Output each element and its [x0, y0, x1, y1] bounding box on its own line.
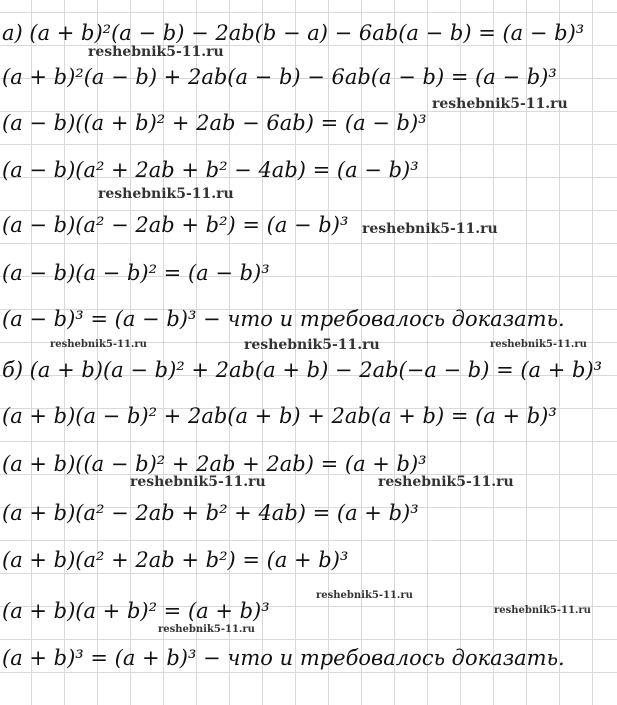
part-b-line-3: (a + b)((a − b)² + 2ab + 2ab) = (a + b)³: [2, 452, 427, 476]
part-b-line-7: (a + b)³ = (a + b)³ − что и требовалось доказать.: [2, 646, 565, 670]
watermark: reshebnik5-11.ru: [494, 605, 591, 616]
watermark: reshebnik5-11.ru: [130, 474, 266, 490]
watermark: reshebnik5-11.ru: [490, 339, 587, 350]
part-a-line-1: а) (a + b)²(a − b) − 2ab(b − a) − 6ab(a − b) = (a − b)³: [2, 21, 585, 45]
part-a-line-2: (a + b)²(a − b) + 2ab(a − b) − 6ab(a − b) = (a − b)³: [2, 65, 557, 89]
watermark: reshebnik5-11.ru: [316, 590, 413, 601]
part-a-line-6: (a − b)(a − b)² = (a − b)³: [2, 261, 270, 285]
part-b-line-1: б) (a + b)(a − b)² + 2ab(a + b) − 2ab(−a − b) = (a + b)³: [2, 358, 603, 382]
part-b-line-6: (a + b)(a + b)² = (a + b)³: [2, 599, 270, 623]
watermark: reshebnik5-11.ru: [378, 474, 514, 490]
part-b-line-4: (a + b)(a² − 2ab + b² + 4ab) = (a + b)³: [2, 501, 419, 525]
watermark: reshebnik5-11.ru: [362, 221, 498, 237]
part-a-line-7: (a − b)³ = (a − b)³ − что и требовалось доказать.: [2, 307, 565, 331]
watermark: reshebnik5-11.ru: [88, 44, 224, 60]
watermark: reshebnik5-11.ru: [50, 339, 147, 350]
part-a-line-5: (a − b)(a² − 2ab + b²) = (a − b)³: [2, 213, 349, 237]
watermark: reshebnik5-11.ru: [244, 337, 380, 353]
watermark: reshebnik5-11.ru: [98, 186, 234, 202]
watermark: reshebnik5-11.ru: [432, 96, 568, 112]
part-b-line-5: (a + b)(a² + 2ab + b²) = (a + b)³: [2, 548, 349, 572]
part-a-line-4: (a − b)(a² + 2ab + b² − 4ab) = (a − b)³: [2, 158, 419, 182]
part-a-line-3: (a − b)((a + b)² + 2ab − 6ab) = (a − b)³: [2, 111, 427, 135]
part-b-line-2: (a + b)(a − b)² + 2ab(a + b) + 2ab(a + b) = (a + b)³: [2, 404, 557, 428]
watermark: reshebnik5-11.ru: [158, 624, 255, 635]
